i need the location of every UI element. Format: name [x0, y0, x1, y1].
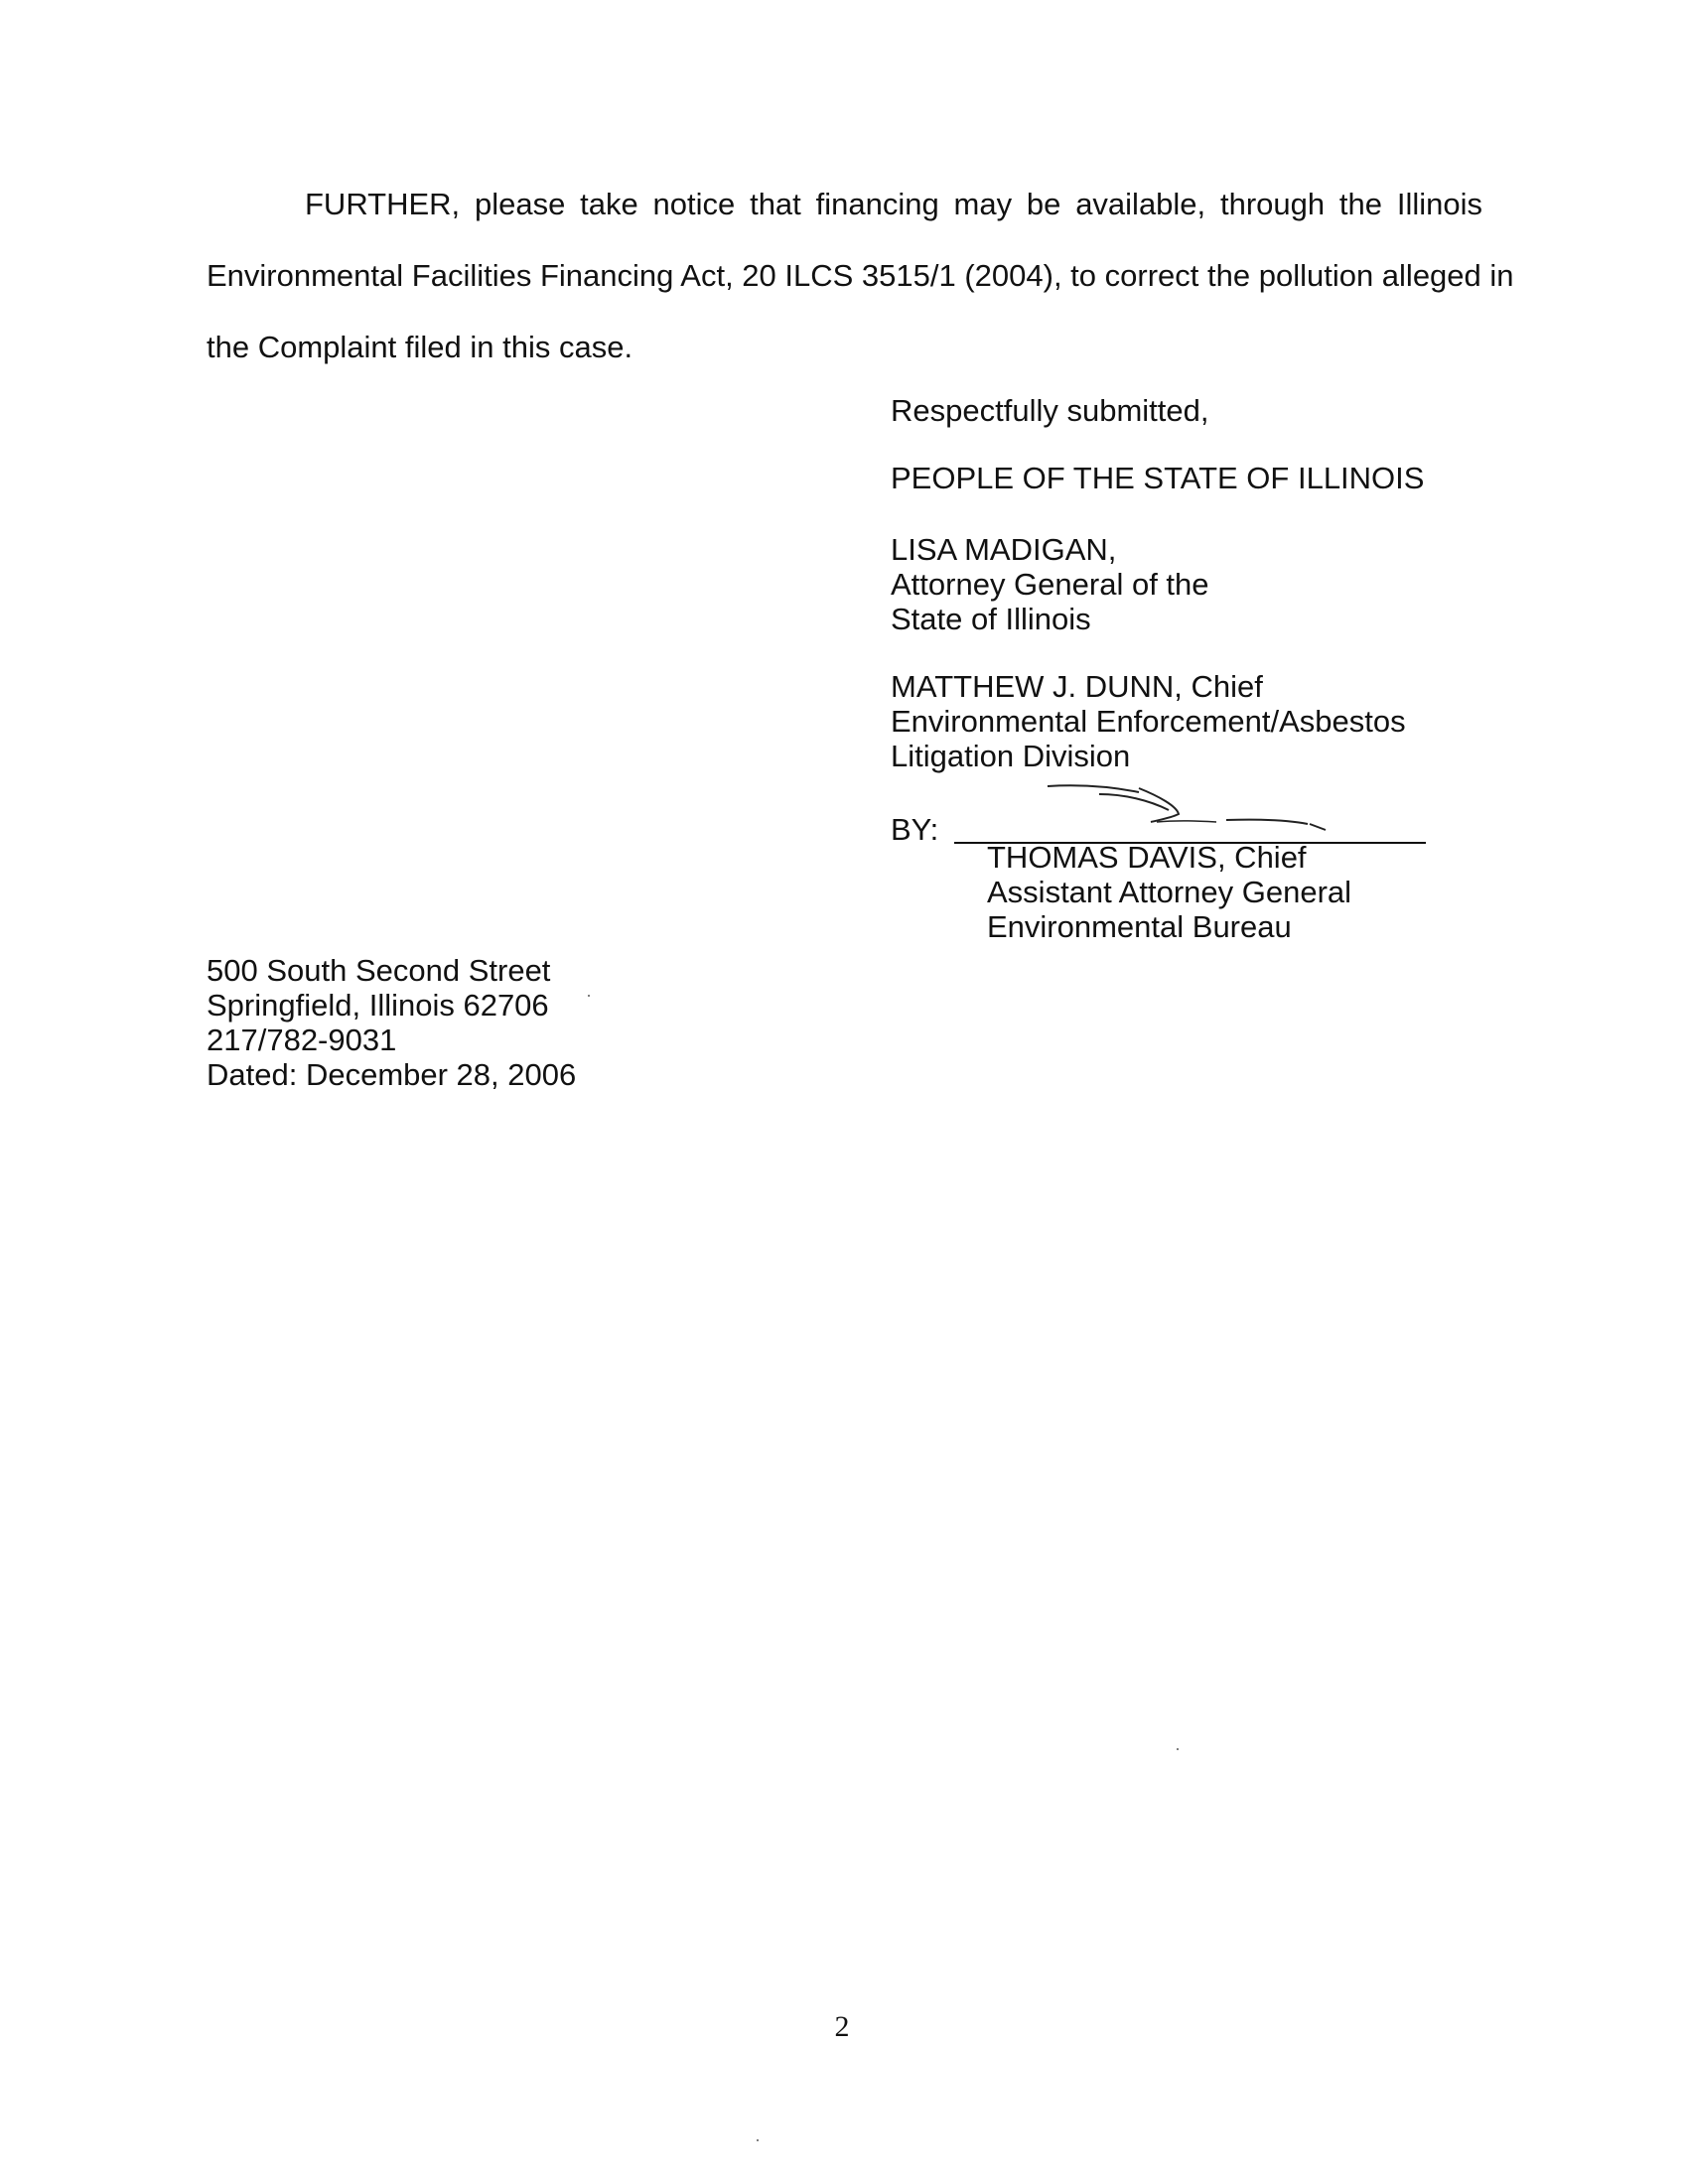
address-city: Springfield, Illinois 62706	[207, 988, 549, 1023]
signer-block	[987, 840, 1351, 944]
attorney-general-name: LISA MADIGAN,	[891, 532, 1117, 567]
address-phone: 217/782-9031	[207, 1023, 397, 1057]
division-chief-title-1: Environmental Enforcement/Asbestos	[891, 704, 1406, 739]
attorney-general-title-1: Attorney General of the	[891, 567, 1209, 602]
address-block	[207, 953, 576, 1092]
signer-name: THOMAS DAVIS, Chief	[987, 840, 1307, 875]
by-label: BY:	[891, 812, 939, 847]
attorney-general-block	[891, 532, 1209, 636]
page-number: 2	[834, 2010, 850, 2043]
attorney-general-title-2: State of Illinois	[891, 602, 1091, 636]
scan-speck	[588, 995, 590, 997]
paragraph-line-2: Environmental Facilities Financing Act, 20 ILCS 3515/1 (2004), to correct the pollution alleged in	[207, 258, 1514, 293]
scan-speck	[1177, 1748, 1179, 1750]
address-dated: Dated: December 28, 2006	[207, 1057, 577, 1092]
scan-speck	[757, 2139, 759, 2141]
division-chief-block	[891, 669, 1406, 773]
signer-title-2: Environmental Bureau	[987, 909, 1292, 944]
division-chief-name: MATTHEW J. DUNN, Chief	[891, 669, 1263, 704]
address-street: 500 South Second Street	[207, 953, 551, 988]
paragraph-line-3: the Complaint filed in this case.	[207, 330, 633, 364]
signer-title-1: Assistant Attorney General	[987, 875, 1352, 909]
paragraph-line-1: FURTHER, please take notice that financing may be available, through the Illinois	[305, 187, 1482, 221]
division-chief-title-2: Litigation Division	[891, 739, 1131, 773]
party-name: PEOPLE OF THE STATE OF ILLINOIS	[891, 461, 1425, 495]
closing-text: Respectfully submitted,	[891, 393, 1209, 428]
